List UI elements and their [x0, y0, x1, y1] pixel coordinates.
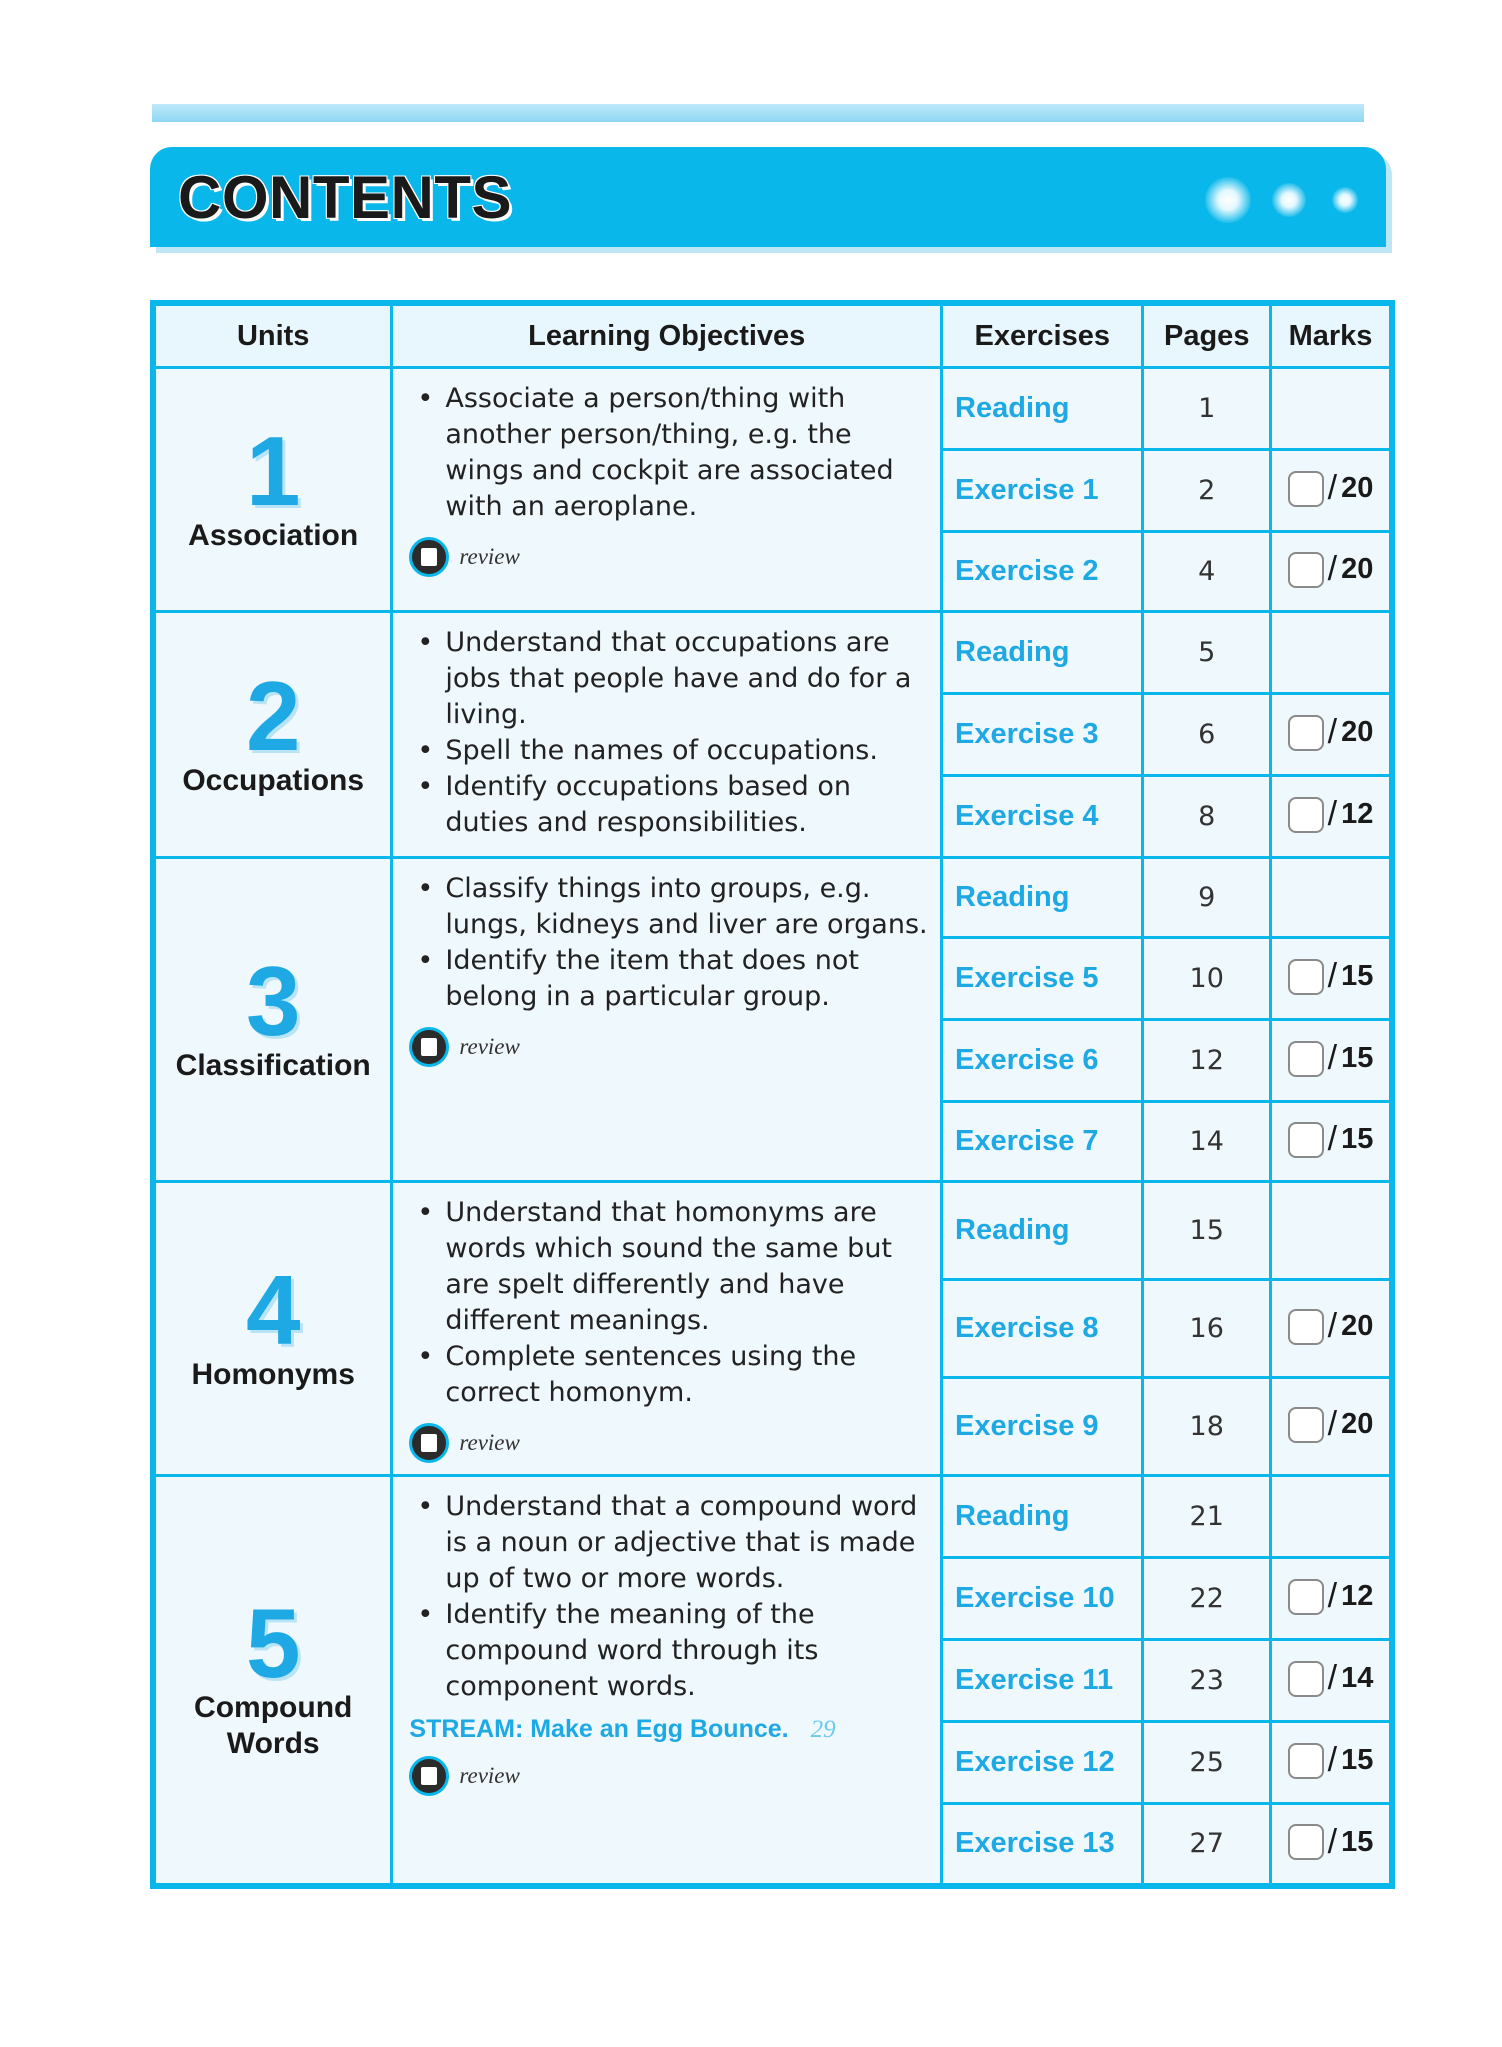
marks-cell: [1271, 694, 1393, 776]
marks-slash: /: [1327, 1405, 1338, 1444]
marks-slash: /: [1327, 957, 1338, 996]
unit-name: Occupations: [182, 764, 365, 798]
exercise-link[interactable]: Exercise 5: [955, 962, 1099, 994]
stream-page: 29: [810, 1716, 836, 1743]
marks-score: [1288, 795, 1374, 834]
header-learning-objectives: Learning Objectives: [392, 303, 942, 368]
unit-name: Homonyms: [191, 1358, 355, 1392]
table-row: [153, 858, 1392, 938]
marks-total: 15: [1341, 1744, 1374, 1777]
objectives-cell: [392, 858, 942, 1182]
header-pages: Pages: [1143, 303, 1271, 368]
review-label: review: [459, 1034, 520, 1059]
exercise-cell: [942, 1102, 1143, 1182]
exercise-link[interactable]: Reading: [955, 1500, 1070, 1532]
marks-slash: /: [1327, 1822, 1338, 1861]
marks-total: 20: [1341, 472, 1374, 505]
exercise-cell: [942, 1640, 1143, 1722]
marks-score: [1288, 957, 1374, 996]
marks-total: 15: [1341, 1123, 1374, 1156]
page-number: 4: [1143, 532, 1271, 612]
marks-total: 15: [1341, 1042, 1374, 1075]
marks-cell: [1271, 532, 1393, 612]
exercise-link[interactable]: Exercise 1: [955, 474, 1099, 506]
marks-slash: /: [1327, 1120, 1338, 1159]
objectives-list: [409, 1489, 932, 1705]
exercise-cell: [942, 776, 1143, 858]
objectives-cell: [392, 612, 942, 858]
exercise-cell: [942, 1280, 1143, 1378]
marks-cell: [1271, 1280, 1393, 1378]
unit-name: Classification: [175, 1049, 371, 1083]
objective-item: • Understand that occupations are jobs that people have and do for a living.: [445, 625, 932, 733]
marks-slash: /: [1327, 795, 1338, 834]
marks-score: [1288, 1823, 1374, 1862]
marks-slash: /: [1327, 1659, 1338, 1698]
decorative-dot-icon: [1332, 187, 1358, 213]
marks-total: 14: [1341, 1662, 1374, 1695]
review-label: review: [459, 1763, 520, 1788]
objective-item: • Spell the names of occupations.: [445, 733, 932, 769]
objective-item: • Complete sentences using the correct homonym.: [445, 1339, 932, 1411]
objective-item: • Identify the meaning of the compound word through its component words.: [445, 1597, 932, 1705]
exercise-cell: [942, 938, 1143, 1020]
page-number: 27: [1143, 1804, 1271, 1886]
exercise-cell: [942, 612, 1143, 694]
top-decorative-rule: [152, 104, 1364, 122]
exercise-cell: [942, 532, 1143, 612]
marks-slash: /: [1327, 1307, 1338, 1346]
exercise-cell: [942, 1020, 1143, 1102]
marks-score: [1288, 1039, 1374, 1078]
unit-number: 1: [245, 415, 301, 526]
page-number: 22: [1143, 1558, 1271, 1640]
page-number: 5: [1143, 612, 1271, 694]
unit-name: Compound Words: [194, 1691, 353, 1761]
unit-name: Association: [188, 519, 359, 553]
exercise-link[interactable]: Reading: [955, 1214, 1070, 1246]
stream-activity: [409, 1715, 932, 1744]
table-row: [153, 1182, 1392, 1280]
marks-input-box[interactable]: [1288, 471, 1324, 507]
marks-cell: [1271, 858, 1393, 938]
contents-banner: [150, 147, 1386, 247]
exercise-link[interactable]: Exercise 2: [955, 555, 1099, 587]
exercise-cell: [942, 1476, 1143, 1558]
marks-cell: [1271, 612, 1393, 694]
exercise-cell: [942, 1182, 1143, 1280]
objective-item: • Understand that a compound word is a noun or adjective that is made up of two or more words.: [445, 1489, 932, 1597]
marks-total: 20: [1341, 1408, 1374, 1441]
marks-score: [1288, 1659, 1374, 1698]
marks-input-box[interactable]: [1288, 1743, 1324, 1779]
marks-cell: [1271, 1378, 1393, 1476]
marks-cell: [1271, 1182, 1393, 1280]
marks-cell: [1271, 1558, 1393, 1640]
objective-item: • Identify the item that does not belong in a particular group.: [445, 943, 932, 1015]
objective-item: • Understand that homonyms are words which sound the same but are spelt differently and have different meanings.: [445, 1195, 932, 1339]
marks-slash: /: [1327, 550, 1338, 589]
review-label: review: [459, 544, 520, 569]
objective-item: • Associate a person/thing with another person/thing, e.g. the wings and cockpit are associated with an aeroplane.: [445, 381, 932, 525]
marks-cell: [1271, 450, 1393, 532]
objectives-cell: [392, 368, 942, 612]
marks-input-box[interactable]: [1288, 1824, 1324, 1860]
marks-slash: /: [1327, 1577, 1338, 1616]
review-badge: [409, 537, 932, 577]
stream-label: STREAM: Make an Egg Bounce.: [409, 1715, 789, 1743]
table-body: [153, 368, 1392, 1886]
exercise-link[interactable]: Exercise 4: [955, 800, 1099, 832]
marks-cell: [1271, 1640, 1393, 1722]
marks-input-box[interactable]: [1288, 1041, 1324, 1077]
objectives-list: [409, 625, 932, 841]
marks-total: 12: [1341, 798, 1374, 831]
page-number: 9: [1143, 858, 1271, 938]
marks-cell: [1271, 1102, 1393, 1182]
page-number: 8: [1143, 776, 1271, 858]
page-number: 18: [1143, 1378, 1271, 1476]
page-title: CONTENTS: [178, 164, 512, 231]
marks-cell: [1271, 938, 1393, 1020]
page-number: 25: [1143, 1722, 1271, 1804]
marks-slash: /: [1327, 1039, 1338, 1078]
page-number: 15: [1143, 1182, 1271, 1280]
exercise-cell: [942, 1804, 1143, 1886]
marks-cell: [1271, 1722, 1393, 1804]
review-badge: [409, 1756, 932, 1796]
exercise-link[interactable]: Exercise 9: [955, 1410, 1099, 1442]
table-row: [153, 1476, 1392, 1558]
marks-total: 15: [1341, 960, 1374, 993]
marks-cell: [1271, 776, 1393, 858]
unit-cell: [153, 1476, 392, 1886]
marks-total: 20: [1341, 716, 1374, 749]
table-row: [153, 368, 1392, 450]
marks-score: [1288, 469, 1374, 508]
exercise-cell: [942, 858, 1143, 938]
marks-score: [1288, 1405, 1374, 1444]
marks-slash: /: [1327, 469, 1338, 508]
marks-slash: /: [1327, 1741, 1338, 1780]
header-units: Units: [153, 303, 392, 368]
marks-score: [1288, 1577, 1374, 1616]
objectives-list: [409, 871, 932, 1015]
marks-score: [1288, 1120, 1374, 1159]
exercise-link[interactable]: Exercise 7: [955, 1125, 1099, 1157]
review-icon: [409, 1423, 449, 1463]
marks-total: 12: [1341, 1580, 1374, 1613]
exercise-cell: [942, 1722, 1143, 1804]
exercise-link[interactable]: Exercise 10: [955, 1582, 1115, 1614]
table-row: [153, 612, 1392, 694]
exercise-link[interactable]: Exercise 11: [955, 1664, 1114, 1696]
exercise-link[interactable]: Reading: [955, 636, 1070, 668]
exercise-link[interactable]: Reading: [955, 881, 1070, 913]
marks-score: [1288, 713, 1374, 752]
marks-input-box[interactable]: [1288, 1309, 1324, 1345]
contents-table: [150, 300, 1395, 1889]
exercise-link[interactable]: Exercise 6: [955, 1044, 1099, 1076]
objectives-cell: [392, 1476, 942, 1886]
marks-total: 20: [1341, 553, 1374, 586]
exercise-link[interactable]: Reading: [955, 392, 1070, 424]
objectives-list: [409, 381, 932, 525]
review-icon: [409, 1027, 449, 1067]
exercise-link[interactable]: Exercise 8: [955, 1312, 1099, 1344]
exercise-cell: [942, 450, 1143, 532]
review-badge: [409, 1027, 932, 1067]
page-number: 1: [1143, 368, 1271, 450]
page-number: 12: [1143, 1020, 1271, 1102]
marks-score: [1288, 550, 1374, 589]
page-number: 16: [1143, 1280, 1271, 1378]
marks-cell: [1271, 1020, 1393, 1102]
header-marks: Marks: [1271, 303, 1393, 368]
marks-input-box[interactable]: [1288, 1579, 1324, 1615]
marks-total: 20: [1341, 1310, 1374, 1343]
exercise-cell: [942, 1558, 1143, 1640]
exercise-link[interactable]: Exercise 13: [955, 1827, 1115, 1860]
objectives-cell: [392, 1182, 942, 1476]
marks-cell: [1271, 1804, 1393, 1886]
unit-cell: [153, 1182, 392, 1476]
decorative-dot-icon: [1205, 177, 1251, 223]
marks-input-box[interactable]: [1288, 715, 1324, 751]
table-header-row: [153, 303, 1392, 368]
page-number: 23: [1143, 1640, 1271, 1722]
exercise-link[interactable]: Exercise 12: [955, 1746, 1115, 1778]
marks-input-box[interactable]: [1288, 1661, 1324, 1697]
unit-cell: [153, 612, 392, 858]
marks-cell: [1271, 368, 1393, 450]
unit-cell: [153, 858, 392, 1182]
review-badge: [409, 1423, 932, 1463]
page-number: 10: [1143, 938, 1271, 1020]
marks-input-box[interactable]: [1288, 552, 1324, 588]
marks-input-box[interactable]: [1288, 959, 1324, 995]
unit-number: 2: [245, 660, 301, 771]
exercise-cell: [942, 1378, 1143, 1476]
unit-number: 4: [245, 1254, 301, 1365]
marks-total: 15: [1341, 1825, 1374, 1858]
unit-cell: [153, 368, 392, 612]
objective-item: • Classify things into groups, e.g. lungs, kidneys and liver are organs.: [445, 871, 932, 943]
review-label: review: [459, 1430, 520, 1455]
marks-input-box[interactable]: [1288, 797, 1324, 833]
exercise-cell: [942, 694, 1143, 776]
unit-number: 5: [245, 1588, 301, 1699]
marks-input-box[interactable]: [1288, 1407, 1324, 1443]
exercise-link[interactable]: Exercise 3: [955, 718, 1099, 750]
page-number: 2: [1143, 450, 1271, 532]
marks-score: [1288, 1741, 1374, 1780]
exercise-cell: [942, 368, 1143, 450]
objective-item: • Identify occupations based on duties and responsibilities.: [445, 769, 932, 841]
marks-cell: [1271, 1476, 1393, 1558]
page-number: 21: [1143, 1476, 1271, 1558]
page-number: 14: [1143, 1102, 1271, 1182]
review-icon: [409, 1756, 449, 1796]
marks-score: [1288, 1307, 1374, 1346]
unit-number: 3: [245, 945, 301, 1056]
header-exercises: Exercises: [942, 303, 1143, 368]
review-icon: [409, 537, 449, 577]
decorative-dot-icon: [1272, 183, 1306, 217]
marks-input-box[interactable]: [1288, 1122, 1324, 1158]
page-number: 6: [1143, 694, 1271, 776]
objectives-list: [409, 1195, 932, 1411]
marks-slash: /: [1327, 713, 1338, 752]
